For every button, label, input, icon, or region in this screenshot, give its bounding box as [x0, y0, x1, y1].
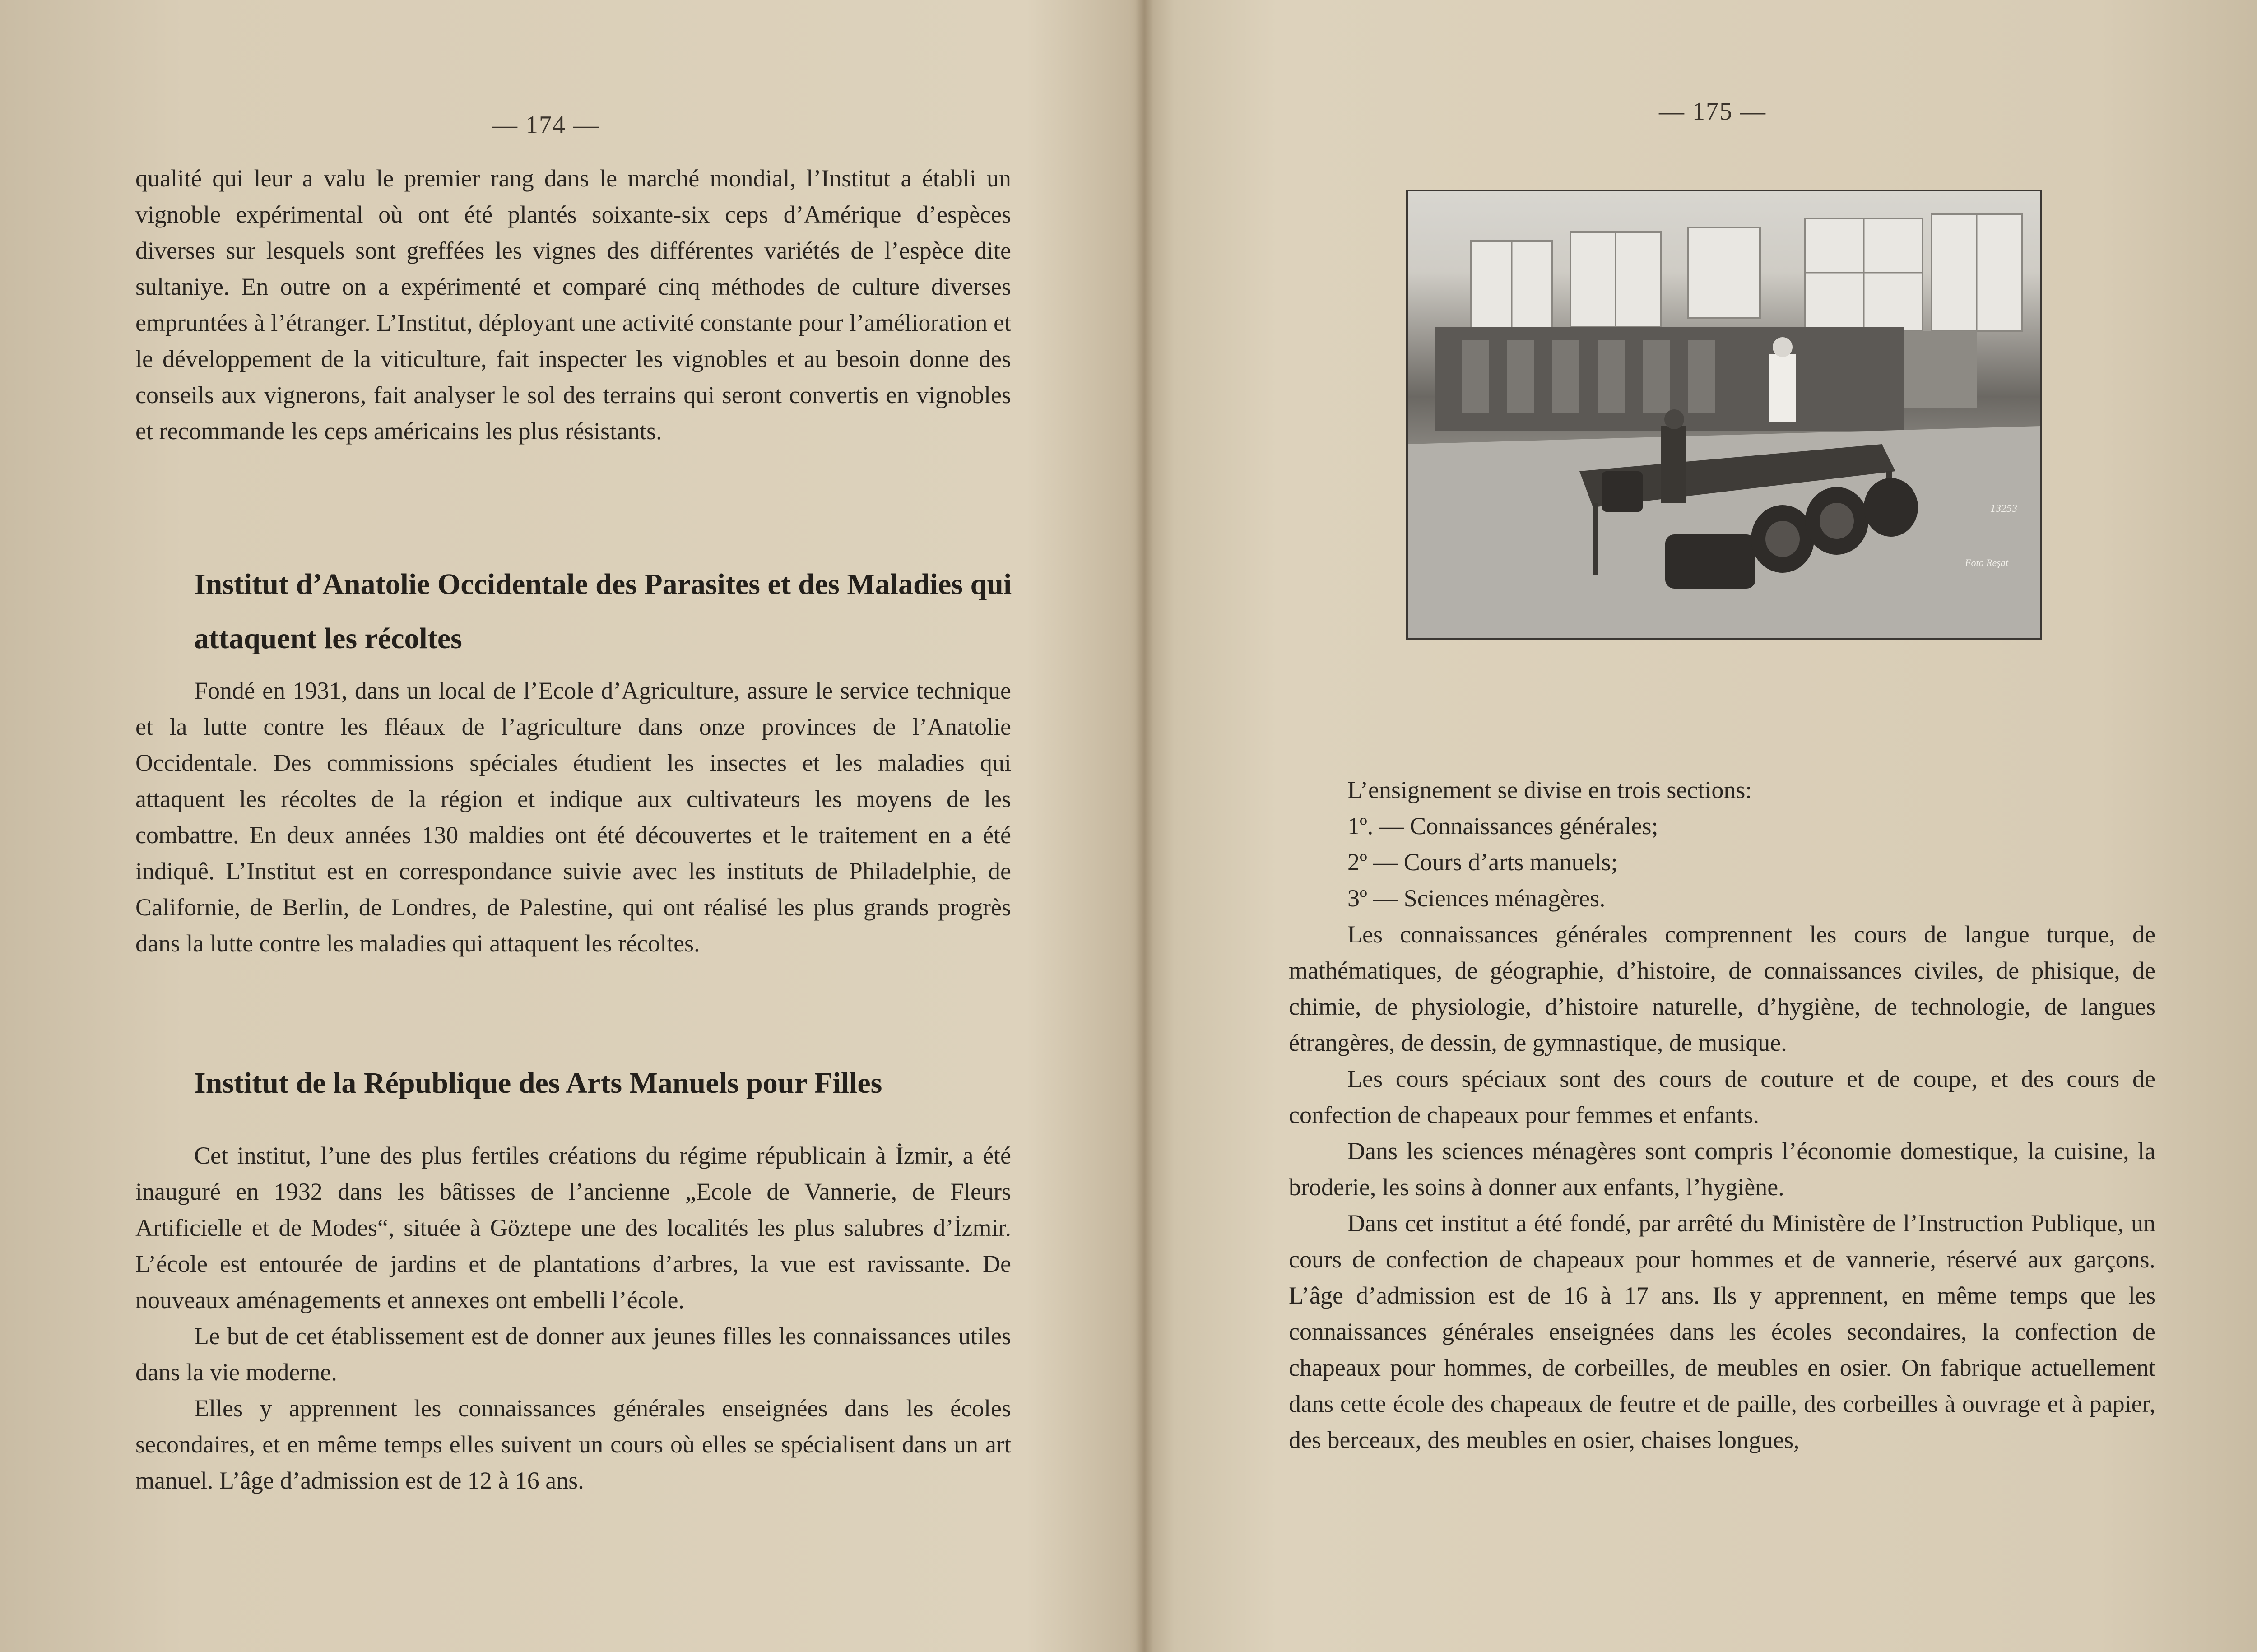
paragraph-arts-intro: Cet institut, l’une des plus fertiles créations du régime républicain à İzmir, a été inauguré en 1932 dans les bâtisses de l’ancienne „Ecole de Vannerie, de Fleurs Artificielle et de Modes“, située à Göztepe une des localités les plus salubres d’İzmir. L’école est entourée de jardins et de plantations d’arbres, la vue est ravissante. De nouveaux aménagements et annexes ont embelli l’école. — [135, 1142, 1011, 1313]
heading-institut-parasites: Institut d’Anatolie Occidentale des Parasites et des Maladies qui attaquent les récoltes — [194, 568, 1012, 655]
left-intro-block — [135, 160, 1011, 449]
paragraph-sciences-menageres: Dans les sciences ménagères sont compris l’économie domestique, la cuisine, la broderie, les soins à donner aux enfants, l’hygiène. — [1289, 1137, 2155, 1201]
paragraph-cours-speciaux: Les cours spéciaux sont des cours de couture et de coupe, et des cours de confection de chapeaux pour femmes et enfants. — [1289, 1065, 2155, 1128]
page-number-175: — 175 — — [1659, 97, 1766, 125]
section-item-3: 3º — Sciences ménagères. — [1347, 885, 1606, 912]
section-item-2: 2º — Cours d’arts manuels; — [1347, 849, 1618, 876]
paragraph-arts-admission: Elles y apprennent les connaissances générales enseignées dans les écoles secondaires, et en même temps elles suivent un cours où elles se spécialisent dans un art manuel. L’âge d’admission est de 12 à 16 ans. — [135, 1395, 1011, 1494]
section-item-1: 1º. — Connaissances générales; — [1347, 812, 1658, 840]
sections-intro-line: L’ensignement se divise en trois sections: — [1347, 776, 1752, 803]
workshop-photo-drawing — [1408, 191, 2040, 638]
heading-institut-arts-manuels: Institut de la République des Arts Manuels pour Filles — [194, 1067, 882, 1100]
photo-number-mark: 13253 — [1990, 503, 2017, 515]
right-page — [1149, 0, 2257, 1652]
left-arts-block — [135, 1137, 1011, 1499]
workshop-photograph — [1406, 190, 2042, 640]
paragraph-parasites: Fondé en 1931, dans un local de l’Ecole d’Agriculture, assure le service technique et la lutte contre les fléaux de l’agriculture dans onze provinces de l’Anatolie Occidentale. Des commissions spéciales étudient les insectes et les maladies qui attaquent les récoltes de la région et indique aux cultivateurs les moyens de les combattre. En deux années 130 maldies ont été découvertes et le traitement en a été indiquê. L’Institut est en correspondance suivie avec les instituts de Philadelphie, de Californie, de Berlin, de Londres, de Palestine, qui ont réalisé les plus grands progrès dans la lutte contre les maladies qui attaquent les récoltes. — [135, 677, 1011, 957]
paragraph-arts-but: Le but de cet établissement est de donner aux jeunes filles les connaissances utiles dans la vie moderne. — [135, 1323, 1011, 1386]
paragraph-connaissances-generales: Les connaissances générales comprennent les cours de langue turque, de mathématiques, de géographie, d’histoire, de connaissances civiles, de phisique, de chimie, de physiologie, d’histoire naturelle, d’hygiène, de technologie, de langues étrangères, de dessin, de gymnastique, de musique. — [1289, 921, 2155, 1056]
photo-credit-mark: Foto Reşat — [1965, 557, 2008, 568]
paragraph-cours-garcons: Dans cet institut a été fondé, par arrêté du Ministère de l’Instruction Publique, un cours de confection de chapeaux pour hommes et de vannerie, réservé aux garçons. L’âge d’admission est de 16 à 17 ans. Ils y apprennent, en même temps que les connaissances générales enseignées dans les écoles secondaires, la confection de chapeaux pour hommes, de corbeilles, de meubles en osier. On fabrique actuellement dans cette école des chapeaux de feutre et de paille, des corbeilles à ouvrage et à papier, des berceaux, des meubles en osier, chaises longues, — [1289, 1210, 2155, 1453]
left-parasites-block — [135, 673, 1011, 961]
left-intro-paragraph: qualité qui leur a valu le premier rang dans le marché mondial, l’Institut a établi un vignoble expérimental où ont été plantés soixante-six ceps d’Amérique d’espèces diverses sur lesquels sont greffées les vignes des différentes variétés de l’espèce dite sultaniye. En outre on a expérimenté et comparé cinq méthodes de culture diverses empruntées à l’étranger. L’Institut, déployant une activité constante pour l’amélioration et le développement de la viticulture, fait inspecter les vignobles et au besoin donne des conseils aux vignerons, fait analyser le sol des terrains qui seront convertis en vignobles et recommande les ceps américains les plus résistants. — [135, 165, 1011, 445]
right-sections-block — [1289, 772, 2155, 1458]
page-number-174: — 174 — — [492, 111, 599, 139]
